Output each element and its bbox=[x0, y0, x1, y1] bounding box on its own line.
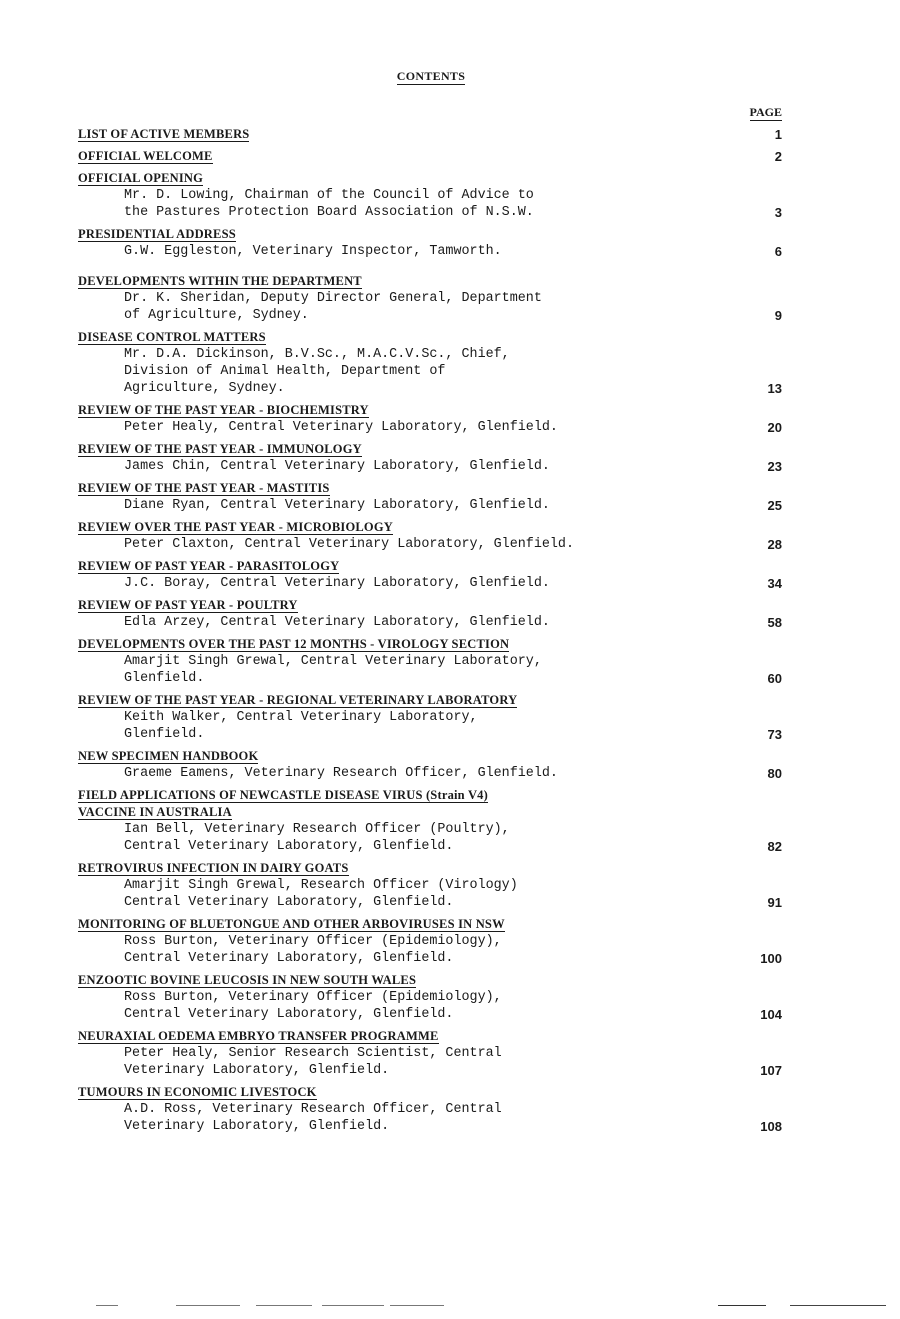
toc-entry-author-line: Peter Healy, Senior Research Scientist, Central bbox=[124, 1046, 502, 1061]
toc-entry bbox=[78, 597, 782, 631]
toc-entry bbox=[78, 148, 782, 165]
toc-entry-page-number: 25 bbox=[767, 498, 782, 513]
toc-entry-heading bbox=[78, 787, 782, 804]
toc-entry-author-line: Veterinary Laboratory, Glenfield. bbox=[124, 1063, 390, 1078]
toc-entry-author-line: Glenfield. bbox=[124, 727, 205, 742]
toc-entry-heading-text: ENZOOTIC BOVINE LEUCOSIS IN NEW SOUTH WALES bbox=[78, 973, 417, 987]
toc-entry-author-line: Dr. K. Sheridan, Deputy Director General, Department bbox=[124, 291, 542, 306]
toc-entry-page-number: 91 bbox=[767, 895, 782, 910]
toc-entry-page-number: 107 bbox=[760, 1063, 782, 1078]
toc-entry-heading-text: REVIEW OF PAST YEAR - PARASITOLOGY bbox=[78, 559, 340, 573]
toc-entry-page-number: 1 bbox=[774, 127, 782, 142]
toc-entry-heading-text: REVIEW OF THE PAST YEAR - MASTITIS bbox=[78, 481, 330, 495]
toc-entry bbox=[78, 692, 782, 743]
toc-entry-heading bbox=[78, 226, 782, 243]
toc-entry-page-number: 60 bbox=[767, 671, 782, 686]
toc-entry-heading bbox=[78, 558, 782, 575]
toc-entry-page-number: 82 bbox=[767, 839, 782, 854]
toc-entry-heading bbox=[78, 748, 782, 765]
toc-entry-heading-text: PRESIDENTIAL ADDRESS bbox=[78, 227, 236, 241]
toc-entry-heading-text: REVIEW OF THE PAST YEAR - BIOCHEMISTRY bbox=[78, 403, 369, 417]
toc-entry-heading-text: REVIEW OF THE PAST YEAR - REGIONAL VETERINARY LABORATORY bbox=[78, 693, 518, 707]
toc-entry bbox=[78, 1028, 782, 1079]
toc-entry-author-line: Veterinary Laboratory, Glenfield. bbox=[124, 1119, 390, 1134]
toc-entry-author-line: Graeme Eamens, Veterinary Research Officer, Glenfield. bbox=[124, 766, 558, 781]
toc-entry-author-line: Ross Burton, Veterinary Officer (Epidemiology), bbox=[124, 934, 502, 949]
toc-entry-author-line: the Pastures Protection Board Association of N.S.W. bbox=[124, 205, 534, 220]
toc-entry-author-line: of Agriculture, Sydney. bbox=[124, 308, 309, 323]
toc-entry-author-line: Peter Claxton, Central Veterinary Laboratory, Glenfield. bbox=[124, 537, 574, 552]
toc-entry bbox=[78, 787, 782, 855]
page-title bbox=[0, 69, 862, 84]
toc-entry-heading-text: VACCINE IN AUSTRALIA bbox=[78, 805, 232, 819]
toc-entry-author-line: Mr. D. Lowing, Chairman of the Council of Advice to bbox=[124, 188, 534, 203]
toc-entry-page-number: 23 bbox=[767, 459, 782, 474]
toc-entry-heading-text: MONITORING OF BLUETONGUE AND OTHER ARBOVIRUSES IN NSW bbox=[78, 917, 505, 931]
toc-entry-heading-text: REVIEW OF THE PAST YEAR - IMMUNOLOGY bbox=[78, 442, 362, 456]
toc-entry-heading-text: OFFICIAL WELCOME bbox=[78, 149, 213, 163]
page-title-text: CONTENTS bbox=[396, 69, 466, 83]
toc-entry-author-line: Agriculture, Sydney. bbox=[124, 381, 285, 396]
scan-artifact bbox=[96, 1305, 118, 1306]
toc-entry bbox=[78, 402, 782, 436]
toc-entry-author-line: G.W. Eggleston, Veterinary Inspector, Tamworth. bbox=[124, 244, 502, 259]
toc-entry-author-line: Central Veterinary Laboratory, Glenfield. bbox=[124, 895, 454, 910]
toc-entry-page-number: 104 bbox=[760, 1007, 782, 1022]
toc-entry-heading bbox=[78, 692, 782, 709]
scan-artifact bbox=[718, 1305, 766, 1306]
toc-entry-heading bbox=[78, 636, 782, 653]
toc-entry-page-number: 34 bbox=[767, 576, 782, 591]
toc-entry-author-line: Central Veterinary Laboratory, Glenfield. bbox=[124, 951, 454, 966]
toc-entry-heading bbox=[78, 597, 782, 614]
toc-entry-heading bbox=[78, 519, 782, 536]
toc-entry bbox=[78, 441, 782, 475]
toc-entry bbox=[78, 226, 782, 260]
toc-entry bbox=[78, 329, 782, 397]
toc-entry bbox=[78, 480, 782, 514]
toc-entry bbox=[78, 126, 782, 143]
toc-entry-author-line: Amarjit Singh Grewal, Central Veterinary Laboratory, bbox=[124, 654, 542, 669]
toc-entry-heading-text: DISEASE CONTROL MATTERS bbox=[78, 330, 266, 344]
toc-entry-heading bbox=[78, 480, 782, 497]
toc-entry-heading bbox=[78, 860, 782, 877]
scan-artifact bbox=[790, 1305, 886, 1306]
toc-entry-page-number: 73 bbox=[767, 727, 782, 742]
toc-entry-author-line: Amarjit Singh Grewal, Research Officer (Virology) bbox=[124, 878, 518, 893]
toc-entry-author-line: Central Veterinary Laboratory, Glenfield. bbox=[124, 1007, 454, 1022]
scan-artifact bbox=[390, 1305, 444, 1306]
scan-artifact bbox=[322, 1305, 384, 1306]
toc-entry-heading bbox=[78, 170, 782, 187]
scan-artifact bbox=[256, 1305, 312, 1306]
toc-entry bbox=[78, 860, 782, 911]
toc-entry-heading-text: REVIEW OF PAST YEAR - POULTRY bbox=[78, 598, 298, 612]
toc-entry-heading bbox=[78, 273, 782, 290]
toc-entry-author-line: A.D. Ross, Veterinary Research Officer, Central bbox=[124, 1102, 502, 1117]
toc-entry-heading bbox=[78, 126, 782, 143]
toc-entry-page-number: 80 bbox=[767, 766, 782, 781]
toc-entry-author-line: Central Veterinary Laboratory, Glenfield. bbox=[124, 839, 454, 854]
toc-entry bbox=[78, 972, 782, 1023]
toc-entry bbox=[78, 636, 782, 687]
table-of-contents bbox=[78, 126, 782, 1140]
toc-entry bbox=[78, 916, 782, 967]
toc-entry-author-line: Division of Animal Health, Department of bbox=[124, 364, 446, 379]
toc-entry-page-number: 3 bbox=[774, 205, 782, 220]
toc-entry-author-line: Keith Walker, Central Veterinary Laboratory, bbox=[124, 710, 478, 725]
scan-artifact bbox=[176, 1305, 240, 1306]
toc-entry-heading bbox=[78, 441, 782, 458]
toc-entry-author-line: James Chin, Central Veterinary Laboratory, Glenfield. bbox=[124, 459, 550, 474]
toc-entry-heading-text: DEVELOPMENTS WITHIN THE DEPARTMENT bbox=[78, 274, 362, 288]
toc-entry-heading bbox=[78, 804, 782, 821]
toc-entry-heading bbox=[78, 329, 782, 346]
toc-entry-author-line: Peter Healy, Central Veterinary Laboratory, Glenfield. bbox=[124, 420, 558, 435]
toc-entry-page-number: 58 bbox=[767, 615, 782, 630]
toc-entry-author-line: Edla Arzey, Central Veterinary Laboratory, Glenfield. bbox=[124, 615, 550, 630]
toc-entry-heading-text: LIST OF ACTIVE MEMBERS bbox=[78, 127, 250, 141]
toc-entry-page-number: 6 bbox=[774, 244, 782, 259]
toc-entry bbox=[78, 748, 782, 782]
toc-entry-page-number: 108 bbox=[760, 1119, 782, 1134]
toc-entry-heading-text: DEVELOPMENTS OVER THE PAST 12 MONTHS - VIROLOGY SECTION bbox=[78, 637, 510, 651]
toc-entry-author-line: Glenfield. bbox=[124, 671, 205, 686]
toc-entry bbox=[78, 519, 782, 553]
toc-entry-page-number: 28 bbox=[767, 537, 782, 552]
toc-entry-heading bbox=[78, 402, 782, 419]
toc-entry-heading-text: REVIEW OVER THE PAST YEAR - MICROBIOLOGY bbox=[78, 520, 393, 534]
page-column-label: PAGE bbox=[749, 105, 782, 119]
toc-entry-heading-text: TUMOURS IN ECONOMIC LIVESTOCK bbox=[78, 1085, 317, 1099]
toc-entry-heading-text: NEW SPECIMEN HANDBOOK bbox=[78, 749, 259, 763]
toc-entry bbox=[78, 1084, 782, 1135]
toc-entry-page-number: 9 bbox=[774, 308, 782, 323]
toc-entry-author-line: Mr. D.A. Dickinson, B.V.Sc., M.A.C.V.Sc., Chief, bbox=[124, 347, 510, 362]
toc-entry-heading-text: OFFICIAL OPENING bbox=[78, 171, 204, 185]
toc-entry-heading-text: NEURAXIAL OEDEMA EMBRYO TRANSFER PROGRAMME bbox=[78, 1029, 439, 1043]
toc-entry bbox=[78, 273, 782, 324]
toc-entry-author-line: Diane Ryan, Central Veterinary Laboratory, Glenfield. bbox=[124, 498, 550, 513]
toc-entry-page-number: 2 bbox=[774, 149, 782, 164]
toc-entry-heading bbox=[78, 1028, 782, 1045]
toc-entry-heading-text: FIELD APPLICATIONS OF NEWCASTLE DISEASE VIRUS (Strain V4) bbox=[78, 788, 488, 802]
toc-entry-author-line: Ian Bell, Veterinary Research Officer (Poultry), bbox=[124, 822, 510, 837]
toc-entry-author-line: J.C. Boray, Central Veterinary Laboratory, Glenfield. bbox=[124, 576, 550, 591]
toc-entry-heading bbox=[78, 1084, 782, 1101]
toc-entry-page-number: 13 bbox=[767, 381, 782, 396]
toc-entry-page-number: 20 bbox=[767, 420, 782, 435]
toc-entry-heading-text: RETROVIRUS INFECTION IN DAIRY GOATS bbox=[78, 861, 349, 875]
toc-entry bbox=[78, 170, 782, 221]
page-column-header bbox=[742, 105, 782, 120]
toc-entry-author-line: Ross Burton, Veterinary Officer (Epidemiology), bbox=[124, 990, 502, 1005]
toc-entry bbox=[78, 558, 782, 592]
toc-entry-heading bbox=[78, 916, 782, 933]
toc-entry-heading bbox=[78, 972, 782, 989]
toc-entry-heading bbox=[78, 148, 782, 165]
toc-entry-page-number: 100 bbox=[760, 951, 782, 966]
